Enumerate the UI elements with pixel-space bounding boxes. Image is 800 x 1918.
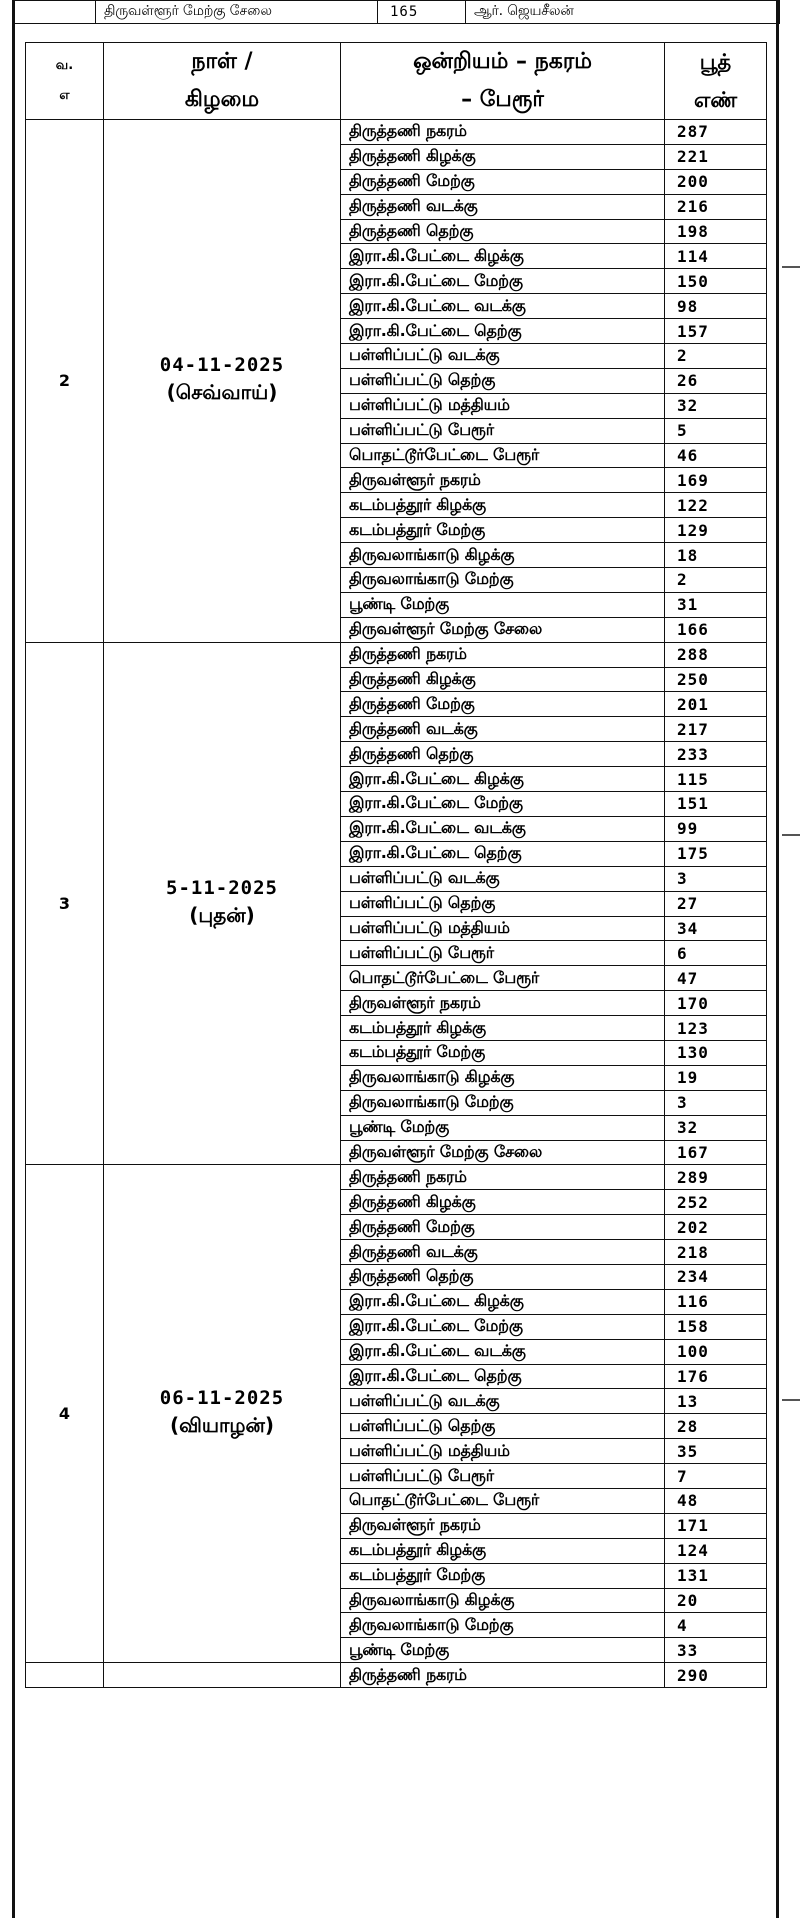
booth-number-cell: 287	[665, 120, 767, 145]
union-name-cell: திருவலாங்காடு கிழக்கு	[341, 1588, 665, 1613]
booth-number-cell: 32	[665, 1115, 767, 1140]
booth-number-cell: 48	[665, 1488, 767, 1513]
union-name-cell: பள்ளிப்பட்டு வடக்கு	[341, 866, 665, 891]
booth-number-cell: 216	[665, 194, 767, 219]
booth-number-cell: 130	[665, 1040, 767, 1065]
booth-number-cell: 290	[665, 1663, 767, 1688]
booth-number-cell: 131	[665, 1563, 767, 1588]
union-name-cell: இரா.கி.பேட்டை வடக்கு	[341, 294, 665, 319]
booth-number-cell: 13	[665, 1389, 767, 1414]
union-name-cell: பள்ளிப்பட்டு பேரூர்	[341, 418, 665, 443]
booth-number-cell: 99	[665, 816, 767, 841]
date-day-cell	[104, 642, 341, 1165]
union-name-cell: கடம்பத்தூர் மேற்கு	[341, 518, 665, 543]
booth-number-cell: 167	[665, 1140, 767, 1165]
booth-number-cell: 27	[665, 891, 767, 916]
table-row	[26, 1663, 767, 1688]
booth-number-cell: 171	[665, 1513, 767, 1538]
union-name-cell: திருத்தணி மேற்கு	[341, 1215, 665, 1240]
right-margin-rule	[782, 1399, 800, 1401]
union-name-cell: பள்ளிப்பட்டு பேரூர்	[341, 941, 665, 966]
union-name-cell: திருவலாங்காடு கிழக்கு	[341, 1065, 665, 1090]
union-name-cell: பள்ளிப்பட்டு தெற்கு	[341, 368, 665, 393]
booth-number-cell: 123	[665, 1016, 767, 1041]
union-name-cell: திருத்தணி கிழக்கு	[341, 1190, 665, 1215]
union-name-cell: திருத்தணி நகரம்	[341, 1165, 665, 1190]
booth-number-cell: 201	[665, 692, 767, 717]
union-name-cell: திருத்தணி நகரம்	[341, 1663, 665, 1688]
booth-number-cell: 26	[665, 368, 767, 393]
union-name-cell: திருத்தணி தெற்கு	[341, 1264, 665, 1289]
union-name-cell: இரா.கி.பேட்டை மேற்கு	[341, 792, 665, 817]
booth-number-cell: 46	[665, 443, 767, 468]
union-name-cell: பள்ளிப்பட்டு மத்தியம்	[341, 1439, 665, 1464]
booth-number-cell: 151	[665, 792, 767, 817]
day-text: (செவ்வாய்)	[166, 380, 278, 405]
continuation-row-table	[12, 0, 780, 24]
union-name-cell: கடம்பத்தூர் மேற்கு	[341, 1040, 665, 1065]
right-margin-rule	[782, 266, 800, 268]
union-name-cell: திருவலாங்காடு மேற்கு	[341, 1090, 665, 1115]
union-name-cell: திருத்தணி மேற்கு	[341, 692, 665, 717]
union-name-cell: பள்ளிப்பட்டு வடக்கு	[341, 344, 665, 369]
serial-number-cell: 2	[26, 120, 104, 643]
union-name-cell: பொதட்டூர்பேட்டை பேரூர்	[341, 443, 665, 468]
booth-number-cell: 217	[665, 717, 767, 742]
booth-number-cell: 28	[665, 1414, 767, 1439]
union-name-cell: இரா.கி.பேட்டை வடக்கு	[341, 1339, 665, 1364]
union-name-cell: கடம்பத்தூர் கிழக்கு	[341, 1538, 665, 1563]
schedule-body	[26, 120, 767, 1688]
booth-number-cell: 18	[665, 543, 767, 568]
union-name-cell: இரா.கி.பேட்டை தெற்கு	[341, 1364, 665, 1389]
day-text: (புதன்)	[189, 903, 255, 928]
booth-number-cell: 234	[665, 1264, 767, 1289]
booth-number-cell: 114	[665, 244, 767, 269]
union-name-cell: திருவலாங்காடு கிழக்கு	[341, 543, 665, 568]
table-row	[26, 642, 767, 667]
header-booth-number: பூத் எண்	[665, 43, 767, 120]
union-name-cell: பொதட்டூர்பேட்டை பேரூர்	[341, 966, 665, 991]
union-name-cell: திருவள்ளூர் நகரம்	[341, 991, 665, 1016]
date-text: 04-11-2025	[159, 354, 285, 377]
booth-number-cell: 250	[665, 667, 767, 692]
booth-number-cell: 6	[665, 941, 767, 966]
union-name-cell: பூண்டி மேற்கு	[341, 1115, 665, 1140]
booth-number-cell: 47	[665, 966, 767, 991]
union-name-cell: பள்ளிப்பட்டு மத்தியம்	[341, 916, 665, 941]
union-name-cell: கடம்பத்தூர் கிழக்கு	[341, 493, 665, 518]
union-name-cell: திருவலாங்காடு மேற்கு	[341, 1613, 665, 1638]
booth-number-cell: 169	[665, 468, 767, 493]
union-name-cell: பள்ளிப்பட்டு மத்தியம்	[341, 393, 665, 418]
union-name-cell: இரா.கி.பேட்டை மேற்கு	[341, 269, 665, 294]
booth-number-cell: 233	[665, 742, 767, 767]
union-name-cell: திருவள்ளூர் நகரம்	[341, 1513, 665, 1538]
union-name-cell: திருத்தணி மேற்கு	[341, 169, 665, 194]
union-name-cell: திருத்தணி வடக்கு	[341, 1240, 665, 1265]
booth-number-cell: 157	[665, 319, 767, 344]
booth-number-cell: 116	[665, 1289, 767, 1314]
booth-number-cell: 3	[665, 866, 767, 891]
booth-number-cell: 2	[665, 568, 767, 593]
booth-number-cell: 19	[665, 1065, 767, 1090]
union-name-cell: திருத்தணி கிழக்கு	[341, 144, 665, 169]
booth-number-cell: 221	[665, 144, 767, 169]
booth-number-cell: 218	[665, 1240, 767, 1265]
union-name-cell: இரா.கி.பேட்டை தெற்கு	[341, 319, 665, 344]
continuation-booth-number: 165	[378, 1, 466, 24]
booth-number-cell: 175	[665, 841, 767, 866]
booth-number-cell: 2	[665, 344, 767, 369]
union-name-cell: பள்ளிப்பட்டு வடக்கு	[341, 1389, 665, 1414]
booth-number-cell: 176	[665, 1364, 767, 1389]
continuation-row	[13, 1, 780, 24]
union-name-cell: பள்ளிப்பட்டு பேரூர்	[341, 1464, 665, 1489]
union-name-cell: பூண்டி மேற்கு	[341, 1638, 665, 1663]
booth-number-cell: 100	[665, 1339, 767, 1364]
union-name-cell: இரா.கி.பேட்டை மேற்கு	[341, 1314, 665, 1339]
union-name-cell: திருவள்ளூர் நகரம்	[341, 468, 665, 493]
union-name-cell: இரா.கி.பேட்டை கிழக்கு	[341, 244, 665, 269]
booth-number-cell: 289	[665, 1165, 767, 1190]
union-name-cell: திருத்தணி வடக்கு	[341, 194, 665, 219]
header-date-day: நாள் / கிழமை	[104, 43, 341, 120]
serial-number-cell: 3	[26, 642, 104, 1165]
booth-number-cell: 198	[665, 219, 767, 244]
union-name-cell: இரா.கி.பேட்டை கிழக்கு	[341, 767, 665, 792]
serial-number-cell	[26, 1663, 104, 1688]
booth-number-cell: 129	[665, 518, 767, 543]
booth-number-cell: 20	[665, 1588, 767, 1613]
date-text: 5-11-2025	[166, 877, 278, 900]
booth-number-cell: 3	[665, 1090, 767, 1115]
booth-number-cell: 158	[665, 1314, 767, 1339]
union-name-cell: பள்ளிப்பட்டு தெற்கு	[341, 1414, 665, 1439]
day-text: (வியாழன்)	[169, 1413, 275, 1438]
union-name-cell: திருத்தணி தெற்கு	[341, 219, 665, 244]
date-day-cell	[104, 1663, 341, 1688]
booth-number-cell: 7	[665, 1464, 767, 1489]
union-name-cell: திருவள்ளூர் மேற்கு சேலை	[341, 1140, 665, 1165]
booth-number-cell: 5	[665, 418, 767, 443]
union-name-cell: திருத்தணி நகரம்	[341, 120, 665, 145]
booth-number-cell: 170	[665, 991, 767, 1016]
booth-number-cell: 33	[665, 1638, 767, 1663]
date-text: 06-11-2025	[159, 1387, 285, 1410]
booth-number-cell: 34	[665, 916, 767, 941]
booth-number-cell: 35	[665, 1439, 767, 1464]
table-row	[26, 1165, 767, 1190]
table-header-row	[26, 43, 767, 120]
union-name-cell: திருவள்ளூர் மேற்கு சேலை	[341, 617, 665, 642]
booth-number-cell: 115	[665, 767, 767, 792]
union-name-cell: இரா.கி.பேட்டை வடக்கு	[341, 816, 665, 841]
union-name-cell: கடம்பத்தூர் கிழக்கு	[341, 1016, 665, 1041]
booth-number-cell: 98	[665, 294, 767, 319]
booth-number-cell: 200	[665, 169, 767, 194]
union-name-cell: திருத்தணி தெற்கு	[341, 742, 665, 767]
right-margin-rule	[782, 834, 800, 836]
union-name-cell: பூண்டி மேற்கு	[341, 592, 665, 617]
booth-number-cell: 32	[665, 393, 767, 418]
header-union-town: ஒன்றியம் – நகரம் – பேரூர்	[341, 43, 665, 120]
booth-number-cell: 252	[665, 1190, 767, 1215]
union-name-cell: திருவலாங்காடு மேற்கு	[341, 568, 665, 593]
union-name-cell: கடம்பத்தூர் மேற்கு	[341, 1563, 665, 1588]
date-day-cell	[104, 1165, 341, 1663]
booth-number-cell: 150	[665, 269, 767, 294]
schedule-table	[25, 42, 767, 1688]
booth-number-cell: 122	[665, 493, 767, 518]
continuation-union-name: திருவள்ளூர் மேற்கு சேலை	[96, 1, 378, 24]
union-name-cell: பள்ளிப்பட்டு தெற்கு	[341, 891, 665, 916]
union-name-cell: பொதட்டூர்பேட்டை பேரூர்	[341, 1488, 665, 1513]
union-name-cell: திருத்தணி நகரம்	[341, 642, 665, 667]
booth-number-cell: 31	[665, 592, 767, 617]
continuation-person-name: ஆர். ஜெயசீலன்	[466, 1, 780, 24]
serial-number-cell: 4	[26, 1165, 104, 1663]
union-name-cell: இரா.கி.பேட்டை தெற்கு	[341, 841, 665, 866]
header-serial-number: வ. எ	[26, 43, 104, 120]
booth-number-cell: 166	[665, 617, 767, 642]
union-name-cell: திருத்தணி வடக்கு	[341, 717, 665, 742]
union-name-cell: இரா.கி.பேட்டை கிழக்கு	[341, 1289, 665, 1314]
table-row	[26, 120, 767, 145]
booth-number-cell: 288	[665, 642, 767, 667]
continuation-blank-cell	[13, 1, 96, 24]
booth-number-cell: 4	[665, 1613, 767, 1638]
booth-number-cell: 124	[665, 1538, 767, 1563]
booth-number-cell: 202	[665, 1215, 767, 1240]
union-name-cell: திருத்தணி கிழக்கு	[341, 667, 665, 692]
date-day-cell	[104, 120, 341, 643]
